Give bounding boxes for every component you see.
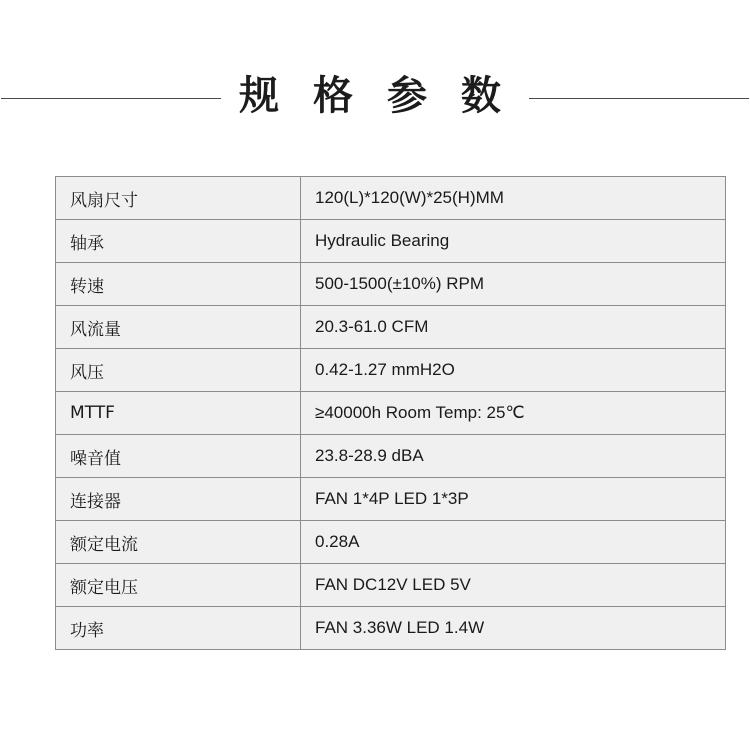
table-row bbox=[56, 349, 726, 392]
table-row bbox=[56, 478, 726, 521]
title-rule-right bbox=[529, 98, 749, 99]
spec-value: 23.8-28.9 dBA bbox=[301, 435, 726, 478]
spec-label: 转速 bbox=[56, 263, 301, 306]
table-row bbox=[56, 177, 726, 220]
table-row bbox=[56, 220, 726, 263]
spec-label: 额定电流 bbox=[56, 521, 301, 564]
spec-value: 20.3-61.0 CFM bbox=[301, 306, 726, 349]
spec-value: Hydraulic Bearing bbox=[301, 220, 726, 263]
table-row bbox=[56, 392, 726, 435]
spec-value: ≥40000h Room Temp: 25℃ bbox=[301, 392, 726, 435]
page-title: 规 格 参 数 bbox=[239, 73, 511, 119]
table-row bbox=[56, 521, 726, 564]
spec-value: 0.42-1.27 mmH2O bbox=[301, 349, 726, 392]
spec-label: 功率 bbox=[56, 607, 301, 650]
spec-label: MTTF bbox=[56, 392, 301, 435]
spec-label: 风扇尺寸 bbox=[56, 177, 301, 220]
table-row bbox=[56, 306, 726, 349]
spec-value: FAN DC12V LED 5V bbox=[301, 564, 726, 607]
spec-value: FAN 1*4P LED 1*3P bbox=[301, 478, 726, 521]
table-row bbox=[56, 435, 726, 478]
spec-label: 风流量 bbox=[56, 306, 301, 349]
spec-table bbox=[55, 176, 726, 650]
table-row bbox=[56, 564, 726, 607]
title-rule-left bbox=[1, 98, 221, 99]
table-row bbox=[56, 607, 726, 650]
spec-table-body bbox=[56, 177, 726, 650]
spec-label: 连接器 bbox=[56, 478, 301, 521]
spec-value: 0.28A bbox=[301, 521, 726, 564]
spec-table-container bbox=[55, 176, 695, 650]
spec-value: 500-1500(±10%) RPM bbox=[301, 263, 726, 306]
page-title-row bbox=[0, 73, 750, 120]
spec-value: FAN 3.36W LED 1.4W bbox=[301, 607, 726, 650]
spec-label: 轴承 bbox=[56, 220, 301, 263]
spec-value: 120(L)*120(W)*25(H)MM bbox=[301, 177, 726, 220]
spec-label: 风压 bbox=[56, 349, 301, 392]
table-row bbox=[56, 263, 726, 306]
spec-label: 噪音值 bbox=[56, 435, 301, 478]
spec-label: 额定电压 bbox=[56, 564, 301, 607]
